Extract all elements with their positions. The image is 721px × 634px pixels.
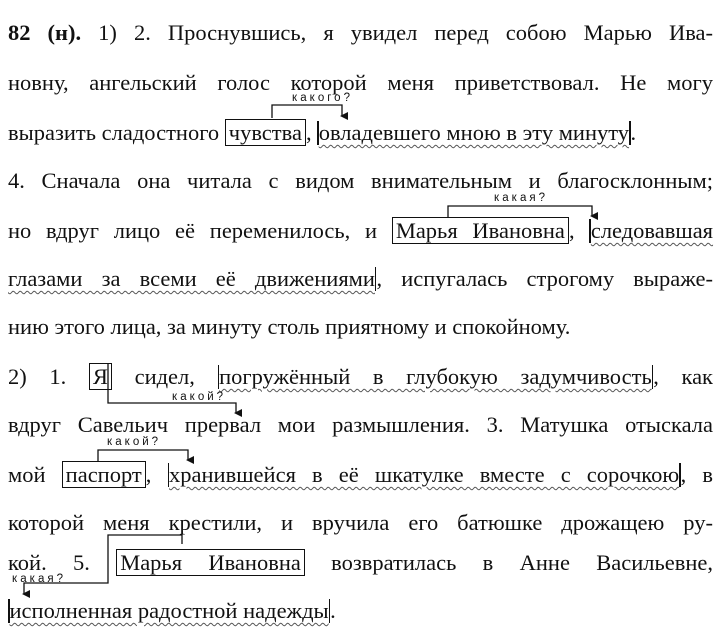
participial-phrase: погружённый в глубокую задумчивость bbox=[219, 364, 652, 389]
text-segment: , испугалась строгому выраже- bbox=[376, 266, 713, 291]
defined-word: Я bbox=[89, 363, 112, 390]
question-label-4: какой? bbox=[107, 436, 162, 448]
text-segment: кой. 5. bbox=[8, 550, 117, 575]
text-segment: 82 (н). bbox=[8, 20, 82, 45]
text-line bbox=[8, 216, 713, 246]
text-line bbox=[8, 460, 713, 490]
text-segment: , bbox=[305, 120, 318, 145]
text-line bbox=[8, 312, 713, 342]
question-label-3: какой? bbox=[172, 391, 227, 403]
text-segment: 4. Сначала она читала с видом внимательным и благосклонным; bbox=[8, 168, 713, 193]
participial-phrase: исполненная радостной надежды bbox=[9, 598, 329, 623]
text-segment: . bbox=[630, 120, 637, 145]
text-line bbox=[8, 166, 713, 196]
text-segment: , bbox=[568, 218, 590, 243]
participial-phrase: хранившейся в её шкатулке вместе с сорочкою bbox=[169, 462, 680, 487]
text-line bbox=[8, 362, 713, 392]
text-line bbox=[8, 68, 713, 98]
text-segment: . bbox=[330, 598, 336, 623]
text-line bbox=[8, 264, 713, 294]
text-segment: которой меня крестили, и вручила его батюшке дрожащею ру- bbox=[8, 510, 713, 535]
text-line bbox=[8, 596, 713, 626]
participial-phrase: овладевшего мною в эту минуту bbox=[318, 120, 630, 145]
defined-word: чувства bbox=[225, 119, 306, 146]
text-segment: но вдруг лицо её переменилось, и bbox=[8, 218, 392, 243]
text-line bbox=[8, 18, 713, 48]
text-segment: новну, ангельский голос которой меня приветствовал. Не могу bbox=[8, 70, 713, 95]
question-label-5: какая? bbox=[12, 573, 66, 585]
text-segment: мой bbox=[8, 462, 62, 487]
text-segment: 2) 1. bbox=[8, 364, 89, 389]
question-label-2: какая? bbox=[494, 192, 548, 204]
text-segment: 1) 2. Проснувшись, я увидел перед собою Марью Ива- bbox=[81, 20, 713, 45]
text-segment: вдруг Савельич прервал мои размышления. 3. Матушка отыскала bbox=[8, 412, 713, 437]
text-segment: нию этого лица, за минуту столь приятному и спокойному. bbox=[8, 314, 571, 339]
text-line bbox=[8, 508, 713, 538]
arrow-1 bbox=[272, 105, 342, 118]
text-segment: сидел, bbox=[111, 364, 218, 389]
defined-word: Марья Ивановна bbox=[392, 217, 569, 244]
text-line bbox=[8, 548, 713, 578]
participial-phrase: глазами за всеми её движениями bbox=[8, 266, 375, 291]
defined-word: Марья Ивановна bbox=[116, 549, 305, 576]
text-segment: выразить сладостного bbox=[8, 120, 225, 145]
participial-phrase: следовавшая bbox=[590, 218, 714, 243]
question-label-1: какого? bbox=[292, 92, 353, 104]
text-segment: , как bbox=[653, 364, 713, 389]
text-segment: , bbox=[145, 462, 168, 487]
text-segment: возвратилась в Анне Васильевне, bbox=[304, 550, 714, 575]
text-line bbox=[8, 118, 713, 148]
defined-word: паспорт bbox=[62, 461, 146, 488]
text-segment: , в bbox=[680, 462, 714, 487]
